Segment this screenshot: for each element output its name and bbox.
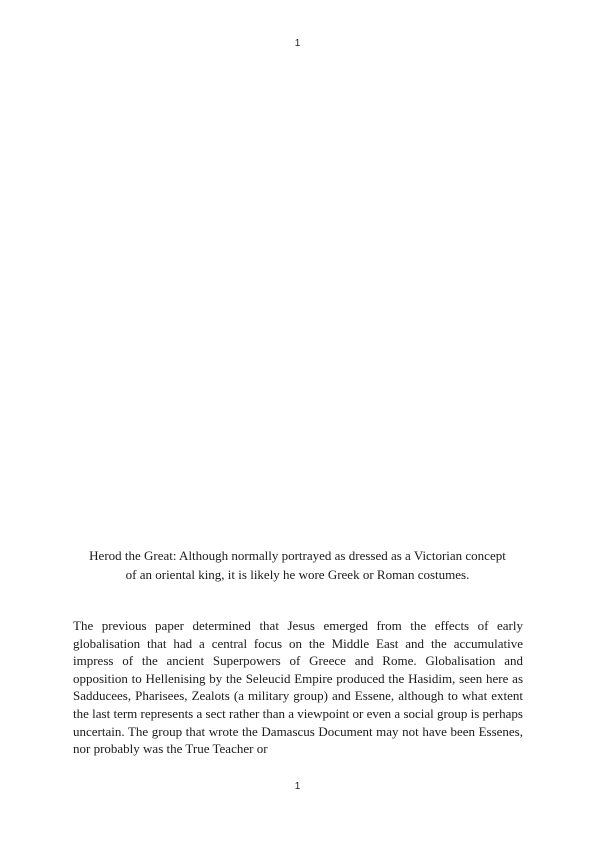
- header-page-number: 1: [294, 38, 301, 49]
- figure-image-area: [73, 60, 523, 538]
- footer-page-number: 1: [294, 781, 301, 792]
- caption-line-1: Herod the Great: Although normally portrayed as dressed as a Victorian concept: [89, 548, 506, 563]
- figure-caption: [60, 547, 535, 584]
- caption-line-2: of an oriental king, it is likely he wore Greek or Roman costumes.: [125, 566, 470, 582]
- body-paragraph: The previous paper determined that Jesus emerged from the effects of early globalisation that had a central focus on the Middle East and the accumulative impress of the ancient Superpowers of Greece and Rome. Globalisation and opposition to Hellenising by the Seleucid Empire produced the Hasidim, seen here as Sadducees, Pharisees, Zealots (a military group) and Essene, although to what extent the last term represents a sect rather than a viewpoint or even a social group is perhaps uncertain. The group that wrote the Damascus Document may not have been Essenes, nor probably was the True Teacher or: [73, 618, 523, 757]
